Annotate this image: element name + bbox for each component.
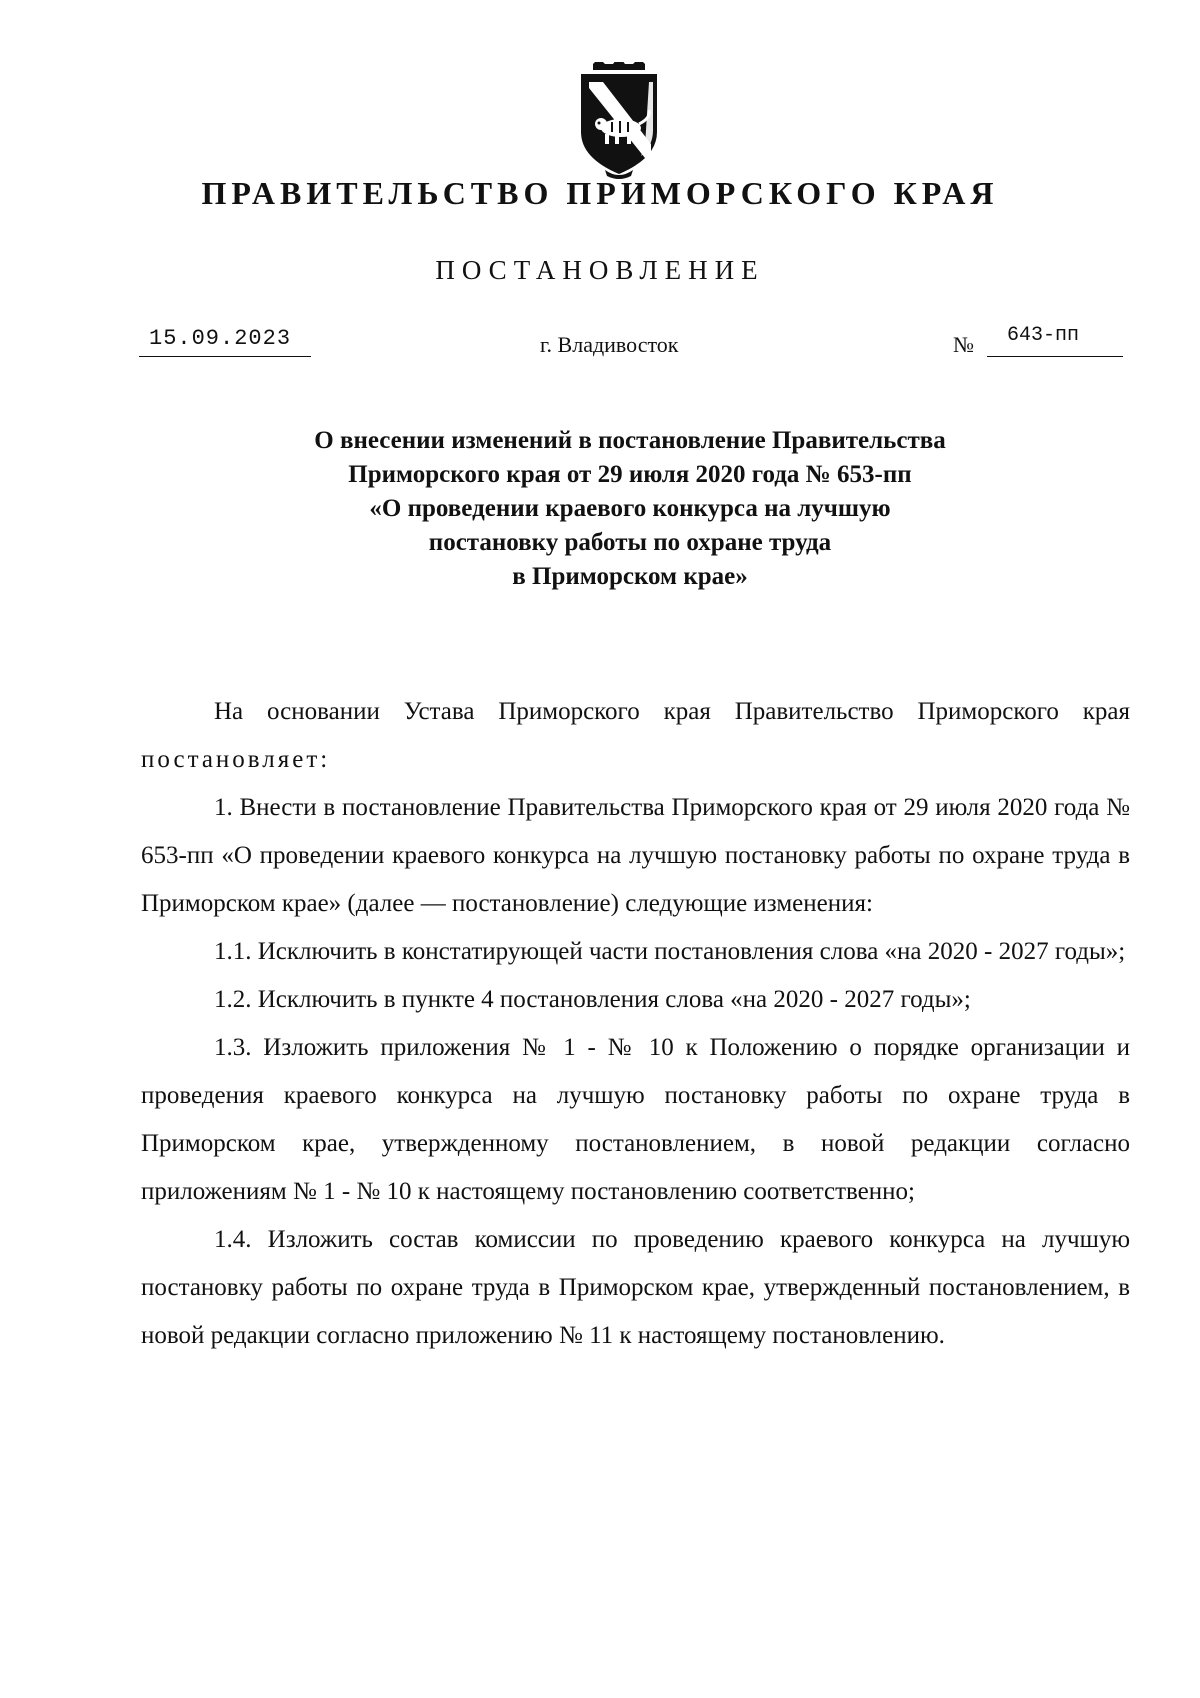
preamble-verb: постановляет: [141, 746, 331, 773]
resolution-title [200, 424, 1060, 594]
date-field [139, 326, 311, 357]
document-body [141, 688, 1130, 1360]
resolution-title-line: в Приморском крае» [512, 563, 748, 590]
number-field [953, 326, 1123, 356]
preamble-paragraph [141, 688, 1130, 784]
paragraph-1: 1. Внести в постановление Правительства Приморского края от 29 июля 2020 года № 653-пп «О проведении краевого конкурса на лучшую постановку работы по охране труда в Приморском крае» (далее — постановление) следующие изменения: [141, 794, 1130, 917]
paragraph-1-4: 1.4. Изложить состав комиссии по проведению краевого конкурса на лучшую постановку работы по охране труда в Приморском крае, утвержденный постановлением, в новой редакции согласно приложению № 11 к настоящему постановлению. [141, 1226, 1130, 1349]
paragraph-1-3: 1.3. Изложить приложения № 1 - № 10 к Положению о порядке организации и проведения краевого конкурса на лучшую постановку работы по охране труда в Приморском крае, утвержденному постановлением, в новой редакции согласно приложениям № 1 - № 10 к настоящему постановлению соответственно; [141, 1034, 1130, 1205]
resolution-title-line: «О проведении краевого конкурса на лучшую [369, 495, 891, 522]
document-type: ПОСТАНОВЛЕНИЕ [435, 255, 765, 285]
document-city: г. Владивосток [540, 332, 679, 357]
resolution-title-line: Приморского края от 29 июля 2020 года № 653-пп [348, 461, 912, 488]
number-sign: № [953, 332, 974, 357]
document-date: 15.09.2023 [149, 326, 292, 351]
paragraph-1-1: 1.1. Исключить в констатирующей части постановления слова «на 2020 - 2027 годы»; [214, 938, 1126, 965]
document-number: 643-пп [1007, 324, 1080, 347]
resolution-title-line: постановку работы по охране труда [428, 529, 832, 556]
coat-of-arms-icon [575, 62, 663, 180]
government-title: ПРАВИТЕЛЬСТВО ПРИМОРСКОГО КРАЯ [201, 175, 999, 211]
document-meta-row [0, 326, 1200, 366]
paragraph-1-2: 1.2. Исключить в пункте 4 постановления слова «на 2020 - 2027 годы»; [214, 986, 971, 1013]
number-underline [987, 326, 1123, 357]
resolution-title-line: О внесении изменений в постановление Правительства [314, 427, 946, 454]
preamble-text: На основании Устава Приморского края Правительство Приморского края [214, 698, 1130, 725]
